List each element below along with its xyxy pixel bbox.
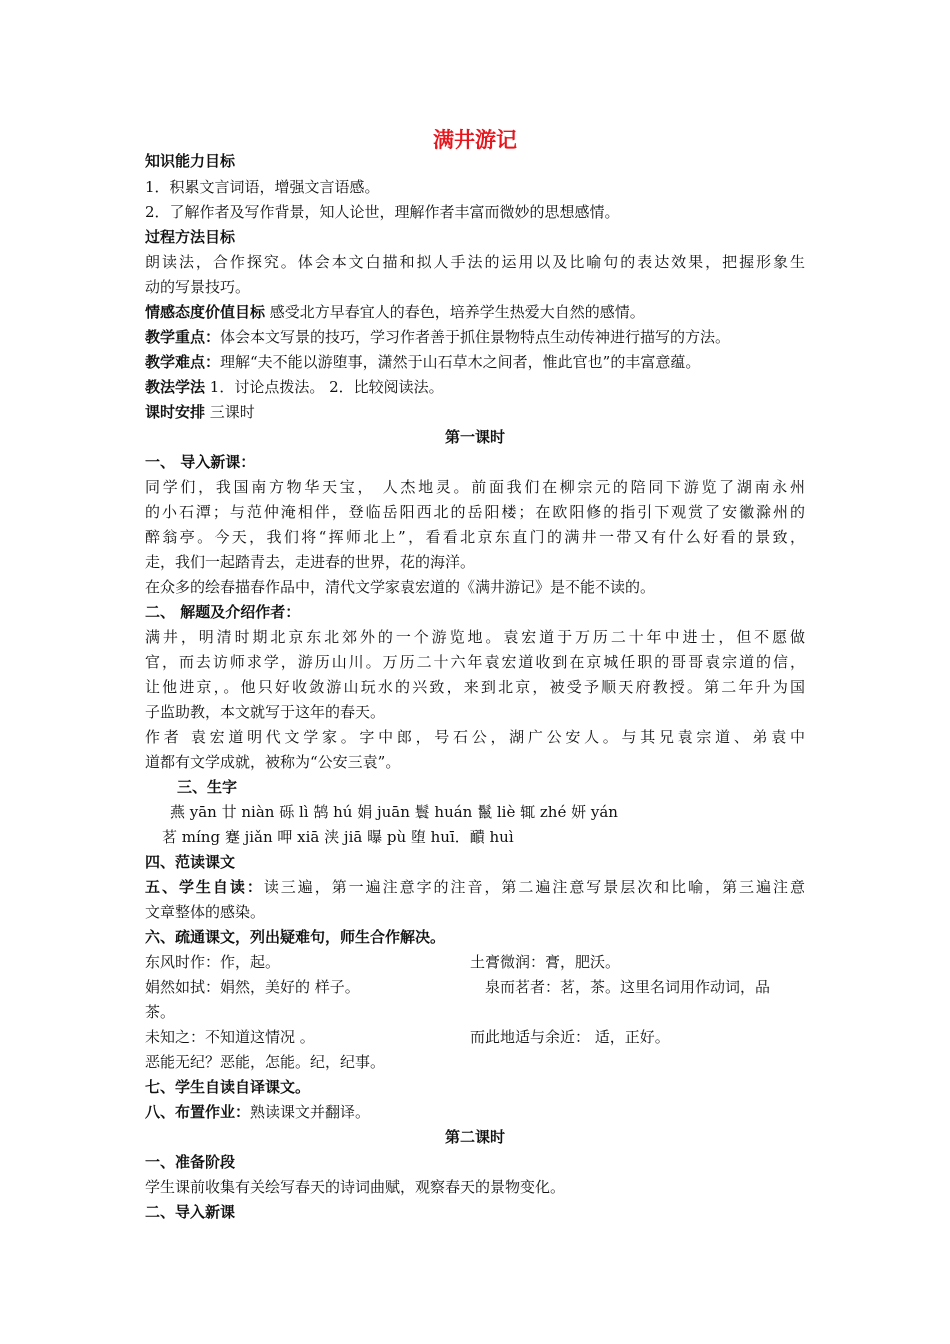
text-line: 官，而去访师求学，游历山川。万历二十六年袁宏道收到在京城任职的哥哥袁宗道的信， bbox=[145, 653, 805, 671]
inline-text: 理解“夫不能以游堕事，潇然于山石草木之间者，惟此官也”的丰富意蕴。 bbox=[220, 353, 701, 371]
inline-heading: 教学重点： bbox=[145, 328, 221, 346]
text-line: 学生课前收集有关绘写春天的诗词曲赋，观察春天的景物变化。 bbox=[145, 1178, 566, 1196]
text-line: 泉而茗者：茗，茶。这里名词用作动词，品 bbox=[485, 978, 771, 996]
section-heading: 一、 导入新课： bbox=[145, 453, 256, 471]
text-line: 茶。 bbox=[145, 1003, 176, 1021]
inline-text: 三课时 bbox=[205, 403, 255, 421]
text-line: 满井，明清时期北京东北郊外的一个游览地。袁宏道于万历二十年中进士，但不愿做 bbox=[145, 628, 805, 646]
document-title: 满井游记 bbox=[433, 128, 517, 152]
text-line: 子监助教，本文就写于这年的春天。 bbox=[145, 703, 386, 721]
section-heading: 二、 解题及介绍作者： bbox=[145, 603, 301, 621]
section-heading: 二、导入新课 bbox=[145, 1203, 236, 1221]
text-line: 未知之：不知道这情况 。 bbox=[145, 1028, 315, 1046]
text-line: 文章整体的感染。 bbox=[145, 903, 266, 921]
section-heading: 知识能力目标 bbox=[145, 152, 236, 170]
text-line: 醉翁亭。今天，我们将“挥师北上”，看看北京东直门的满井一带又有什么好看的景致， bbox=[145, 528, 805, 546]
inline-heading: 教法学法 bbox=[145, 378, 206, 396]
inline-heading: 八、布置作业： bbox=[145, 1103, 251, 1121]
lesson-heading: 第一课时 bbox=[444, 428, 505, 446]
text-line: 娟然如拭：娟然，美好的 样子。 bbox=[145, 978, 360, 996]
section-heading: 六、疏通课文，列出疑难句，师生合作解决。 bbox=[145, 928, 446, 946]
inline-text: 体会本文写景的技巧，学习作者善于抓住景物特点生动传神进行描写的方法。 bbox=[220, 328, 731, 346]
text-line bbox=[145, 352, 700, 372]
inline-heading: 情感态度价值目标 bbox=[145, 303, 266, 321]
text-line bbox=[145, 327, 730, 347]
text-line: 恶能无纪？恶能，怎能。纪，纪事。 bbox=[145, 1053, 386, 1071]
inline-text: 读三遍，第一遍注意字的注音，第二遍注意写景层次和比喻，第三遍注意 bbox=[263, 878, 805, 896]
text-line: 土膏微润：膏，肥沃。 bbox=[470, 953, 621, 971]
text-line: 2．了解作者及写作背景，知人论世，理解作者丰富而微妙的思想感情。 bbox=[145, 203, 620, 221]
lesson-heading: 第二课时 bbox=[444, 1128, 505, 1146]
text-line: 作者 袁宏道明代文学家。字中郎，号石公，湖广公安人。与其兄袁宗道、弟袁中 bbox=[145, 728, 805, 746]
text-line bbox=[145, 302, 645, 322]
text-line: 在众多的绘春描春作品中，清代文学家袁宏道的《满井游记》是不能不读的。 bbox=[145, 578, 656, 596]
text-line: 朗读法，合作探究。体会本文白描和拟人手法的运用以及比喻句的表达效果，把握形象生 bbox=[145, 253, 805, 271]
inline-heading: 五、学生自读： bbox=[145, 878, 264, 896]
text-line: 走，我们一起踏青去，走进春的世界，花的海洋。 bbox=[145, 553, 476, 571]
inline-text: 1．讨论点拨法。 2．比较阅读法。 bbox=[205, 378, 444, 396]
text-line bbox=[145, 877, 805, 897]
section-heading: 四、范读课文 bbox=[145, 853, 236, 871]
text-line: 同学们，我国南方物华天宝， 人杰地灵。前面我们在柳宗元的陪同下游览了湖南永州 bbox=[145, 478, 805, 496]
text-line: 道都有文学成就，被称为“公安三袁”。 bbox=[145, 753, 401, 771]
text-line bbox=[145, 377, 444, 397]
section-heading: 三、生字 bbox=[177, 778, 238, 796]
text-line: 动的写景技巧。 bbox=[145, 278, 251, 296]
section-heading: 一、准备阶段 bbox=[145, 1153, 236, 1171]
text-line: 茗 míng 蹇 jiǎn 呷 xiā 浃 jiā 曝 pù 堕 huī．靧 huì bbox=[162, 828, 514, 846]
section-heading: 过程方法目标 bbox=[145, 228, 236, 246]
text-line: 的小石潭；与范仲淹相伴，登临岳阳西北的岳阳楼；在欧阳修的指引下观赏了安徽滁州的 bbox=[145, 503, 805, 521]
text-line: 东风时作：作，起。 bbox=[145, 953, 281, 971]
inline-heading: 教学难点： bbox=[145, 353, 221, 371]
text-line: 而此地适与余近： 适，正好。 bbox=[470, 1028, 670, 1046]
inline-heading: 课时安排 bbox=[145, 403, 206, 421]
section-heading: 七、学生自读自译课文。 bbox=[145, 1078, 311, 1096]
inline-text: 熟读课文并翻译。 bbox=[250, 1103, 371, 1121]
text-line bbox=[145, 1102, 370, 1122]
inline-text: 感受北方早春宜人的春色，培养学生热爱大自然的感情。 bbox=[265, 303, 645, 321]
text-line: 1．积累文言词语，增强文言语感。 bbox=[145, 178, 380, 196]
text-line bbox=[145, 402, 255, 422]
text-line: 燕 yān 廿 niàn 砾 lì 鹄 hú 娟 juān 鬟 huán 鬣 liè 辄 zhé 妍 yán bbox=[170, 803, 618, 821]
text-line: 让他进京，。他只好收敛游山玩水的兴致，来到北京，被受予顺天府教授。第二年升为国 bbox=[145, 678, 805, 696]
